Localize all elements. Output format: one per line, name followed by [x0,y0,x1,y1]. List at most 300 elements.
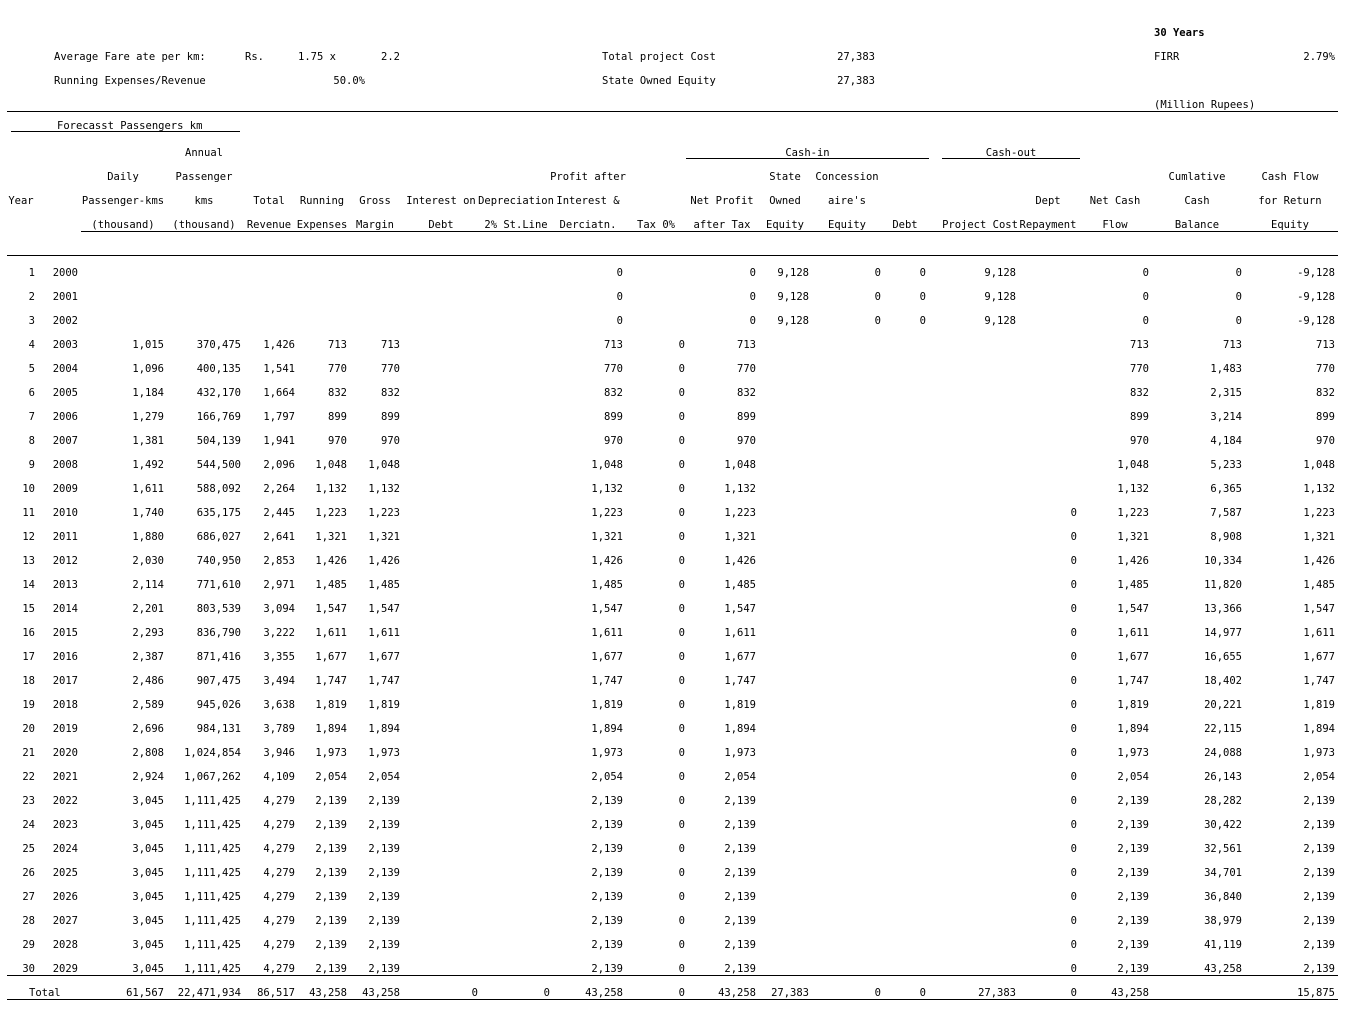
table-cell: 2,139 [724,795,756,807]
table-cell: 370,475 [196,339,241,351]
table-cell: 770 [737,363,756,375]
column-header-label: after Tax [693,219,751,231]
table-cell: 0 [678,819,685,831]
table-cell: 1,541 [263,363,295,375]
row-year: 2028 [52,939,78,951]
row-number: 17 [22,651,35,663]
table-cell: 2,030 [132,555,164,567]
table-cell: 2,139 [724,843,756,855]
row-number: 4 [28,339,35,351]
table-cell: 588,092 [196,483,241,495]
table-cell: 1,426 [591,555,623,567]
total-cell: 61,567 [126,987,164,999]
firr-label: FIRR [1154,51,1180,63]
table-cell: 0 [874,315,881,327]
table-cell: 7,587 [1210,507,1242,519]
table-cell: 9,128 [984,267,1016,279]
column-header-label: Equity [1271,219,1309,231]
row-number: 5 [28,363,35,375]
table-cell: 0 [919,315,926,327]
row-number: 6 [28,387,35,399]
table-cell: 970 [604,435,623,447]
table-cell: 2,971 [263,579,295,591]
column-header-label: Gross [359,195,391,207]
table-cell: 0 [1070,699,1077,711]
table-cell: 1,485 [1117,579,1149,591]
row-number: 8 [28,435,35,447]
table-cell: 0 [1070,843,1077,855]
table-cell: 1,485 [368,579,400,591]
table-cell: 0 [1235,291,1242,303]
table-cell: 899 [737,411,756,423]
table-cell: 20,221 [1204,699,1242,711]
table-cell: 4,279 [263,795,295,807]
table-cell: 1,677 [1117,651,1149,663]
table-cell: 0 [919,291,926,303]
table-cell: 8,908 [1210,531,1242,543]
table-cell: 0 [749,267,756,279]
total-cell: 22,471,934 [177,987,241,999]
forecast-underline [11,131,240,132]
table-cell: 1,111,425 [184,843,241,855]
table-cell: 0 [874,267,881,279]
table-cell: -9,128 [1297,267,1335,279]
table-cell: 1,426 [1303,555,1335,567]
table-cell: 0 [678,603,685,615]
total-cell: 0 [1070,987,1077,999]
column-header-label: State [769,171,801,183]
table-cell: 1,664 [263,387,295,399]
table-cell: 771,610 [196,579,241,591]
table-cell: -9,128 [1297,291,1335,303]
table-cell: 3,045 [132,891,164,903]
table-cell: 1,894 [1117,723,1149,735]
table-cell: 713 [604,339,623,351]
row-year: 2011 [52,531,78,543]
row-number: 21 [22,747,35,759]
table-cell: 0 [1070,795,1077,807]
table-cell: 1,223 [1303,507,1335,519]
table-cell: 740,950 [196,555,241,567]
table-cell: 1,048 [368,459,400,471]
row-number: 10 [22,483,35,495]
column-header-label: aire's [828,195,866,207]
table-cell: 0 [678,939,685,951]
column-header-label: Balance [1174,219,1220,231]
table-cell: 1,973 [591,747,623,759]
table-cell: 1,547 [724,603,756,615]
table-cell: 0 [1070,627,1077,639]
state-equity-label: State Owned Equity [602,75,716,87]
table-cell: 0 [678,795,685,807]
total-top-rule [7,975,1338,976]
table-cell: 2,096 [263,459,295,471]
table-cell: 4,279 [263,915,295,927]
table-cell: 1,973 [1303,747,1335,759]
column-header-label: Cumlative [1168,171,1226,183]
table-cell: 2,054 [315,771,347,783]
table-cell: 1,747 [591,675,623,687]
table-cell: 1,048 [315,459,347,471]
table-cell: 1,677 [591,651,623,663]
row-year: 2000 [52,267,78,279]
row-year: 2018 [52,699,78,711]
column-header-label: Dept [1035,195,1061,207]
table-cell: 770 [328,363,347,375]
table-cell: 1,894 [724,723,756,735]
row-year: 2027 [52,915,78,927]
row-number: 13 [22,555,35,567]
table-cell: 2,139 [315,843,347,855]
table-cell: 899 [604,411,623,423]
table-cell: 1,747 [1117,675,1149,687]
table-cell: 26,143 [1204,771,1242,783]
row-year: 2026 [52,891,78,903]
row-number: 16 [22,627,35,639]
cash-in-underline [686,158,929,159]
table-cell: 0 [678,435,685,447]
table-top-rule [7,255,1338,256]
column-header-label: Passenger-kms [81,195,165,207]
table-cell: 1,223 [591,507,623,519]
table-cell: 30,422 [1204,819,1242,831]
table-cell: 1,819 [1303,699,1335,711]
table-cell: 3,094 [263,603,295,615]
total-cell: 43,258 [718,987,756,999]
table-cell: 0 [678,843,685,855]
column-header-label: Debt [428,219,454,231]
table-cell: 2,139 [591,795,623,807]
table-cell: 0 [1070,531,1077,543]
table-cell: 2,139 [591,867,623,879]
total-cell: 0 [874,987,881,999]
table-cell: 1,111,425 [184,891,241,903]
table-cell: 0 [678,675,685,687]
table-cell: 907,475 [196,675,241,687]
row-year: 2006 [52,411,78,423]
table-cell: 0 [678,867,685,879]
table-cell: 9,128 [777,315,809,327]
table-cell: 0 [1070,819,1077,831]
table-cell: 1,048 [591,459,623,471]
table-cell: 0 [749,291,756,303]
table-cell: 1,611 [591,627,623,639]
table-cell: 1,973 [724,747,756,759]
header-divider [7,111,1338,112]
row-year: 2021 [52,771,78,783]
table-cell: 832 [604,387,623,399]
row-year: 2009 [52,483,78,495]
table-cell: 2,641 [263,531,295,543]
table-cell: 2,139 [1303,939,1335,951]
column-header-label: Interest on [406,195,476,207]
firr-value: 2.79% [1303,51,1335,63]
column-header-label: Revenue [246,219,292,231]
table-cell: 0 [1142,315,1149,327]
total-cell: 15,875 [1297,987,1335,999]
column-header-label: Owned [769,195,801,207]
table-cell: 2,139 [1303,891,1335,903]
table-cell: -9,128 [1297,315,1335,327]
table-cell: 0 [616,267,623,279]
table-cell: 832 [1130,387,1149,399]
row-number: 11 [22,507,35,519]
table-cell: 1,894 [1303,723,1335,735]
column-header-label: (thousand) [172,219,236,231]
row-number: 12 [22,531,35,543]
table-cell: 2,139 [724,819,756,831]
table-cell: 1,492 [132,459,164,471]
table-cell: 1,485 [1303,579,1335,591]
table-cell: 1,279 [132,411,164,423]
table-cell: 0 [749,315,756,327]
table-cell: 1,941 [263,435,295,447]
table-cell: 871,416 [196,651,241,663]
table-cell: 2,139 [1303,867,1335,879]
table-cell: 1,880 [132,531,164,543]
table-cell: 2,139 [315,795,347,807]
table-cell: 2,315 [1210,387,1242,399]
table-cell: 504,139 [196,435,241,447]
table-cell: 945,026 [196,699,241,711]
table-cell: 1,426 [368,555,400,567]
row-year: 2015 [52,627,78,639]
table-cell: 770 [604,363,623,375]
column-header-label: for Return [1258,195,1322,207]
table-cell: 0 [678,963,685,975]
running-expenses-label: Running Expenses/Revenue [54,75,206,87]
table-cell: 2,201 [132,603,164,615]
table-cell: 3,045 [132,843,164,855]
table-cell: 0 [678,771,685,783]
table-cell: 1,547 [1303,603,1335,615]
column-header-label: Flow [1102,219,1128,231]
table-cell: 2,924 [132,771,164,783]
total-cell: 43,258 [309,987,347,999]
table-cell: 2,139 [315,963,347,975]
table-cell: 1,677 [1303,651,1335,663]
table-cell: 1,747 [315,675,347,687]
row-year: 2010 [52,507,78,519]
fare-value: 1.75 x [298,51,336,63]
column-header-label: Depreciation [478,195,554,207]
table-cell: 0 [874,291,881,303]
column-header-label: Equity [828,219,866,231]
table-cell: 1,611 [315,627,347,639]
table-cell: 1,611 [368,627,400,639]
row-year: 2001 [52,291,78,303]
table-cell: 3,045 [132,963,164,975]
table-cell: 544,500 [196,459,241,471]
table-cell: 0 [678,651,685,663]
table-cell: 1,547 [591,603,623,615]
table-cell: 0 [678,579,685,591]
cash-out-underline [942,158,1080,159]
table-cell: 24,088 [1204,747,1242,759]
table-cell: 2,808 [132,747,164,759]
table-cell: 1,048 [1303,459,1335,471]
table-cell: 0 [678,411,685,423]
table-cell: 0 [678,747,685,759]
table-cell: 803,539 [196,603,241,615]
table-cell: 3,355 [263,651,295,663]
row-number: 2 [28,291,35,303]
table-cell: 770 [381,363,400,375]
table-cell: 1,740 [132,507,164,519]
table-cell: 970 [737,435,756,447]
row-year: 2007 [52,435,78,447]
row-year: 2012 [52,555,78,567]
table-cell: 43,258 [1204,963,1242,975]
column-header-label: Net Profit [690,195,754,207]
project-cost-value: 27,383 [837,51,875,63]
row-year: 2013 [52,579,78,591]
row-number: 29 [22,939,35,951]
table-cell: 686,027 [196,531,241,543]
table-cell: 1,973 [315,747,347,759]
table-cell: 832 [1316,387,1335,399]
table-cell: 2,139 [368,867,400,879]
table-cell: 0 [678,459,685,471]
table-cell: 0 [1235,267,1242,279]
table-cell: 1,747 [368,675,400,687]
row-number: 1 [28,267,35,279]
table-cell: 3,045 [132,819,164,831]
table-cell: 2,139 [315,939,347,951]
table-cell: 400,135 [196,363,241,375]
table-cell: 2,139 [1303,963,1335,975]
fare-label: Average Fare ate per km: [54,51,206,63]
table-cell: 1,894 [315,723,347,735]
table-cell: 22,115 [1204,723,1242,735]
forecast-label: Forecasst Passengers km [57,120,203,132]
years-label: 30 Years [1154,27,1205,39]
table-cell: 2,264 [263,483,295,495]
table-cell: 2,139 [1117,915,1149,927]
table-cell: 36,840 [1204,891,1242,903]
row-number: 28 [22,915,35,927]
cash-out-header: Cash-out [985,147,1037,159]
table-cell: 2,139 [1117,819,1149,831]
column-header-underline [81,231,1338,232]
table-cell: 1,426 [724,555,756,567]
table-cell: 3,045 [132,867,164,879]
table-cell: 1,819 [368,699,400,711]
table-cell: 32,561 [1204,843,1242,855]
table-cell: 10,334 [1204,555,1242,567]
column-header-label: Expenses [296,219,348,231]
row-number: 3 [28,315,35,327]
table-cell: 1,321 [591,531,623,543]
table-cell: 1,321 [315,531,347,543]
table-cell: 770 [1316,363,1335,375]
table-cell: 970 [381,435,400,447]
table-cell: 1,894 [591,723,623,735]
table-cell: 899 [1130,411,1149,423]
table-cell: 713 [737,339,756,351]
table-cell: 0 [678,387,685,399]
table-cell: 1,485 [591,579,623,591]
table-cell: 0 [678,699,685,711]
table-cell: 2,139 [315,915,347,927]
column-header-label: Year [8,195,34,207]
table-cell: 1,048 [1117,459,1149,471]
row-number: 15 [22,603,35,615]
table-cell: 1,111,425 [184,819,241,831]
table-cell: 166,769 [196,411,241,423]
table-cell: 0 [616,291,623,303]
table-cell: 2,387 [132,651,164,663]
table-cell: 6,365 [1210,483,1242,495]
table-cell: 2,696 [132,723,164,735]
table-cell: 899 [381,411,400,423]
row-number: 14 [22,579,35,591]
table-cell: 0 [1070,939,1077,951]
table-cell: 1,894 [368,723,400,735]
table-cell: 713 [381,339,400,351]
table-cell: 1,048 [724,459,756,471]
table-cell: 2,139 [1117,867,1149,879]
project-cost-label: Total project Cost [602,51,716,63]
row-number: 26 [22,867,35,879]
column-header-label: Tax 0% [637,219,675,231]
column-header-label: Margin [356,219,394,231]
table-cell: 1,015 [132,339,164,351]
table-cell: 1,321 [724,531,756,543]
total-bottom-rule [7,999,1338,1000]
table-cell: 0 [1070,603,1077,615]
table-cell: 1,611 [1117,627,1149,639]
table-cell: 1,611 [1303,627,1335,639]
total-cell: 43,258 [362,987,400,999]
row-year: 2008 [52,459,78,471]
table-cell: 2,853 [263,555,295,567]
table-cell: 0 [1070,891,1077,903]
total-cell: 0 [678,987,685,999]
table-cell: 984,131 [196,723,241,735]
table-cell: 3,946 [263,747,295,759]
table-cell: 0 [1070,867,1077,879]
table-cell: 0 [1070,723,1077,735]
table-cell: 1,973 [368,747,400,759]
table-cell: 0 [1070,771,1077,783]
table-cell: 18,402 [1204,675,1242,687]
running-expenses-value: 50.0% [333,75,365,87]
column-header-label: Annual [185,147,223,159]
table-cell: 1,111,425 [184,795,241,807]
table-cell: 2,139 [1117,843,1149,855]
table-cell: 1,111,425 [184,963,241,975]
table-cell: 1,132 [368,483,400,495]
column-header-label: Debt [892,219,918,231]
column-header-label: Profit after [550,171,626,183]
table-cell: 1,819 [724,699,756,711]
table-cell: 1,819 [1117,699,1149,711]
total-cell: 27,383 [771,987,809,999]
table-cell: 2,139 [1303,819,1335,831]
table-cell: 2,486 [132,675,164,687]
table-cell: 713 [1130,339,1149,351]
table-cell: 2,139 [368,891,400,903]
table-cell: 2,139 [368,963,400,975]
table-cell: 1,067,262 [184,771,241,783]
table-cell: 2,139 [724,963,756,975]
table-cell: 0 [678,555,685,567]
row-year: 2014 [52,603,78,615]
table-cell: 2,139 [1117,963,1149,975]
table-cell: 0 [1070,747,1077,759]
table-cell: 11,820 [1204,579,1242,591]
